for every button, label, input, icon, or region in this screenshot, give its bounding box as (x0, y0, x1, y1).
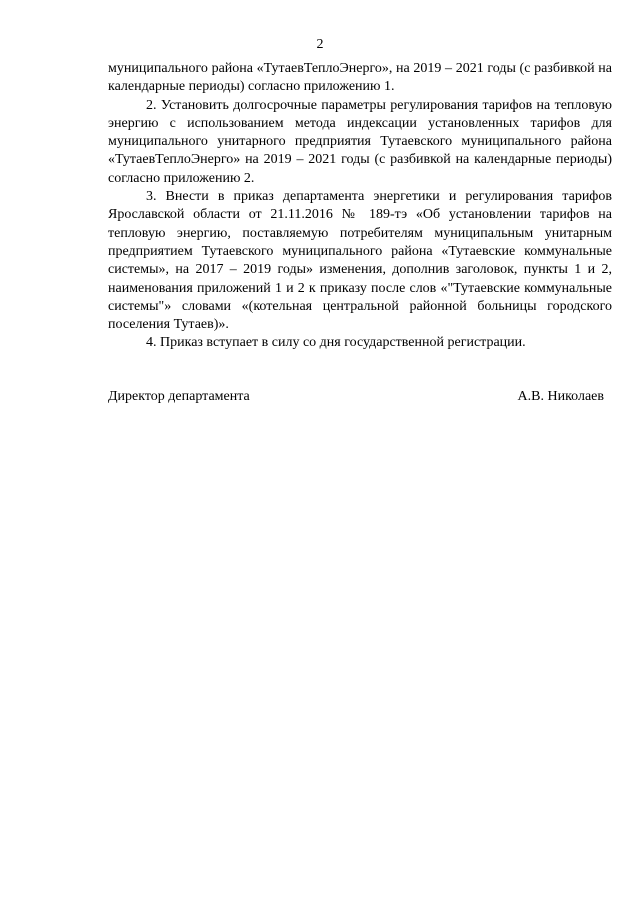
paragraph-item-2: 2. Установить долгосрочные параметры регулирования тарифов на тепловую энергию с использованием метода индексации установленных тарифов для муниципального унитарного предприятия Тутаевского муниципального района «ТутаевТеплоЭнерго» на 2019 – 2021 годы (с разбивкой на календарные периоды) согласно приложению 2. (108, 97, 612, 186)
paragraph-item-3: 3. Внести в приказ департамента энергетики и регулирования тарифов Ярославской области от 21.11.2016 № 189-тэ «Об установлении тарифов на тепловую энергию, поставляемую потребителям муниципальным унитарным предприятием Тутаевского муниципального района «Тутаевские коммунальные системы», на 2017 – 2019 годы» изменения, дополнив заголовок, пункты 1 и 2, наименования приложений 1 и 2 к приказу после слов «"Тутаевские коммунальные системы"» словами «(котельная центральной районной больницы городского поселения Тутаев)». (108, 189, 612, 333)
signature-block (108, 388, 604, 406)
signatory-name: А.В. Николаев (517, 389, 604, 404)
paragraph-item-4: 4. Приказ вступает в силу со дня государственной регистрации. (146, 335, 526, 351)
document-body (108, 60, 612, 353)
page-number: 2 (316, 37, 324, 52)
paragraph-continuation: муниципального района «ТутаевТеплоЭнерго», на 2019 – 2021 годы (с разбивкой на календарные периоды) согласно приложению 1. (108, 61, 612, 95)
signatory-position: Директор департамента (108, 389, 250, 404)
